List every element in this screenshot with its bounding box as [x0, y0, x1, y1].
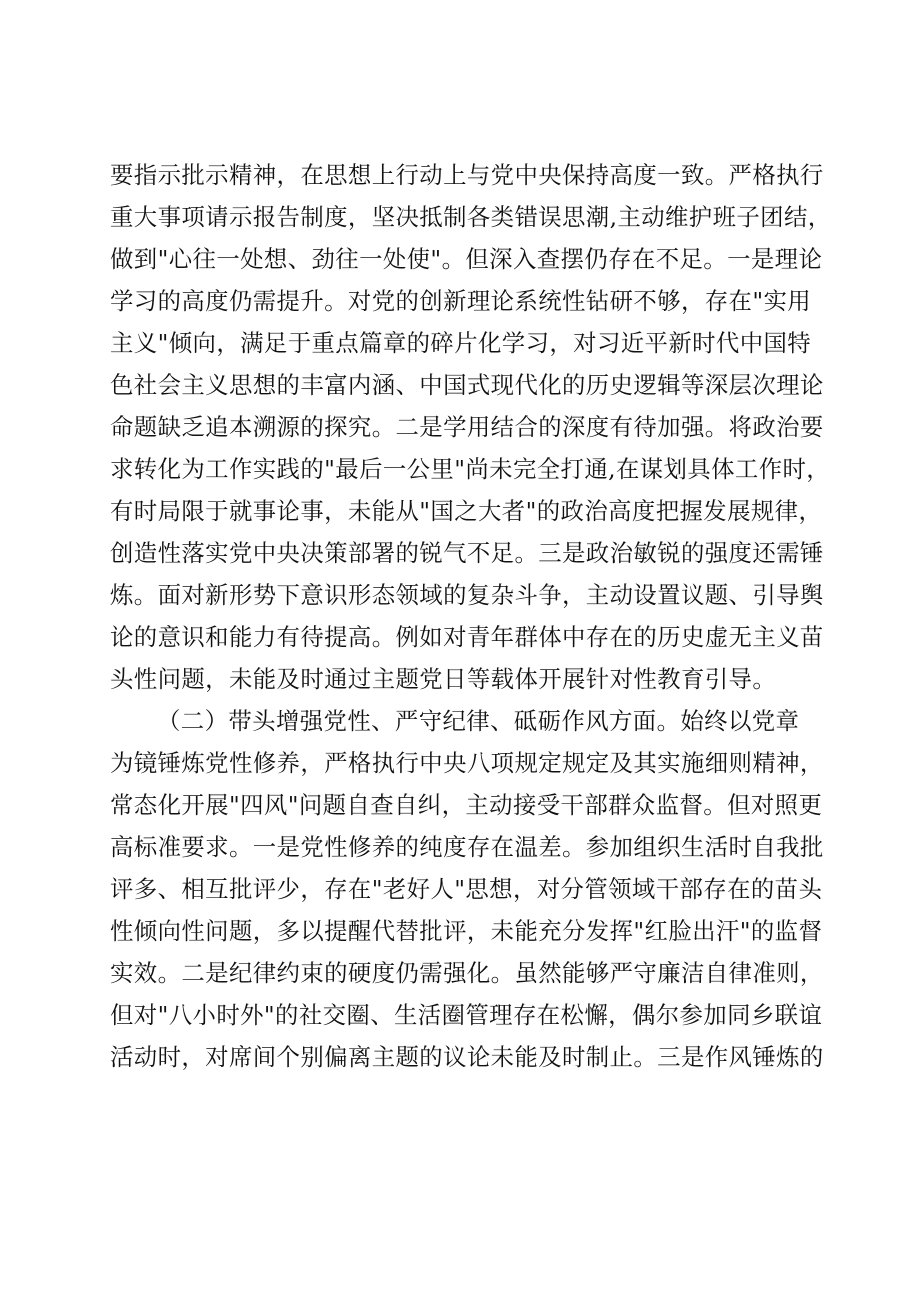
text-line: 创造性落实党中央决策部署的锐气不足。三是政治敏锐的强度还需锤	[110, 539, 824, 567]
text-line: 炼。面对新形势下意识形态领域的复杂斗争，主动设置议题、引导舆	[110, 581, 824, 609]
text-line: 学习的高度仍需提升。对党的创新理论系统性钻研不够，存在"实用	[110, 287, 812, 315]
text-line: 主义"倾向，满足于重点篇章的碎片化学习，对习近平新时代中国特	[110, 329, 812, 357]
text-line: 常态化开展"四风"问题自查自纠，主动接受干部群众监督。但对照更	[110, 791, 823, 819]
text-line: 重大事项请示报告制度，坚决抵制各类错误思潮,主动维护班子团结，	[110, 203, 832, 231]
text-line: 要指示批示精神，在思想上行动上与党中央保持高度一致。严格执行	[110, 161, 824, 189]
paragraph-party-spirit-discipline	[110, 700, 824, 1078]
text-line: 头性问题，未能及时通过主题党日等载体开展针对性教育引导。	[110, 665, 777, 693]
text-line: 有时局限于就事论事，未能从"国之大者"的政治高度把握发展规律，	[110, 497, 823, 525]
text-line: 论的意识和能力有待提高。例如对青年群体中存在的历史虚无主义苗	[110, 623, 824, 651]
text-line: 活动时，对席间个别偏离主题的议论未能及时制止。三是作风锤炼的	[110, 1043, 824, 1071]
text-line: 评多、相互批评少，存在"老好人"思想，对分管领域干部存在的苗头	[110, 875, 823, 903]
text-line: 但对"八小时外"的社交圈、生活圈管理存在松懈，偶尔参加同乡联谊	[110, 1001, 823, 1029]
text-line: 实效。二是纪律约束的硬度仍需强化。虽然能够严守廉洁自律准则，	[110, 959, 824, 987]
text-line: 做到"心往一处想、劲往一处使"。但深入查摆仍存在不足。一是理论	[110, 245, 823, 273]
section-heading-line: （二）带头增强党性、严守纪律、砥砺作风方面。始终以党章	[157, 707, 800, 735]
text-line: 高标准要求。一是党性修养的纯度存在温差。参加组织生活时自我批	[110, 833, 824, 861]
text-line: 性倾向性问题，多以提醒代替批评，未能充分发挥"红脸出汗"的监督	[110, 917, 823, 945]
text-line: 命题缺乏追本溯源的探究。二是学用结合的深度有待加强。将政治要	[110, 413, 824, 441]
text-line: 求转化为工作实践的"最后一公里"尚未完全打通,在谋划具体工作时，	[110, 455, 831, 483]
text-line: 为镜锤炼党性修养，严格执行中央八项规定规定及其实施细则精神，	[110, 749, 824, 777]
paragraph-political-study	[110, 154, 832, 700]
text-line: 色社会主义思想的丰富内涵、中国式现代化的历史逻辑等深层次理论	[110, 371, 824, 399]
